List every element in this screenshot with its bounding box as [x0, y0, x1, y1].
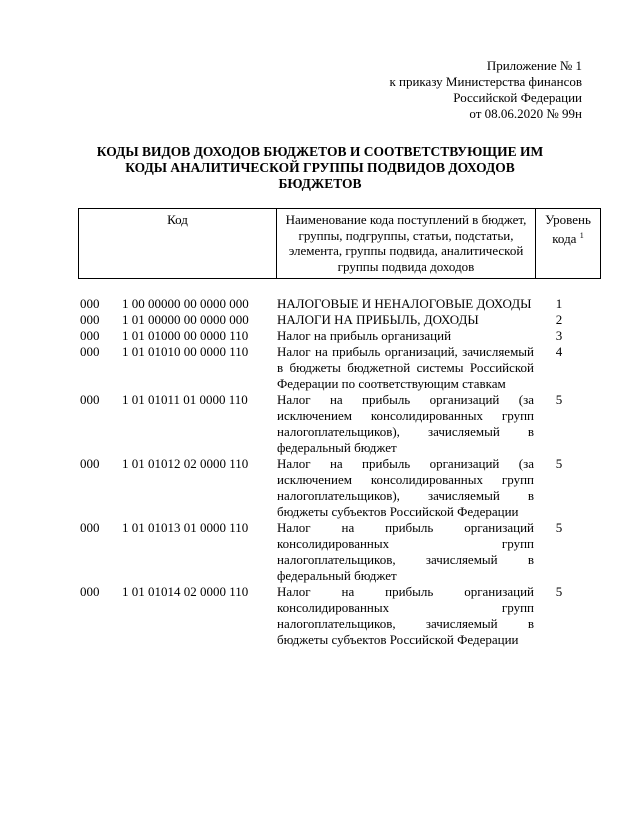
footnote-marker: 1: [579, 230, 584, 240]
row-income-code: 1 01 01010 00 0000 110: [122, 344, 249, 359]
row-income-code: 1 01 01011 01 0000 110: [122, 392, 248, 407]
table-header: [78, 208, 601, 279]
table-row: [80, 296, 585, 312]
row-income-code: 1 01 01013 01 0000 110: [122, 520, 249, 535]
row-admin-code: 000: [80, 584, 100, 599]
header-level-word-2: кода: [552, 230, 577, 246]
row-level: 3: [555, 328, 563, 343]
annex-reference: [282, 58, 582, 122]
annex-order-date: от 08.06.2020 № 99н: [469, 106, 582, 121]
table-row: [80, 456, 585, 520]
row-income-code: 1 01 01000 00 0000 110: [122, 328, 249, 343]
row-level: 2: [555, 312, 563, 327]
row-name: Налог на прибыль организаций (за исключением консолидированных групп налогоплательщиков), зачисляемый в федеральный бюджет: [277, 392, 534, 455]
title-line-3: БЮДЖЕТОВ: [278, 176, 362, 191]
header-level-word: Уровень: [545, 212, 591, 227]
annex-order-ref: к приказу Министерства финансов: [389, 74, 582, 89]
header-name: Наименование кода поступлений в бюджет, группы, подгруппы, статьи, подстатьи, элемента, группы подвида, аналитической группы подвида доходов: [277, 209, 536, 279]
row-level: 5: [555, 456, 563, 471]
row-level: 5: [555, 584, 563, 599]
document-title: [70, 144, 570, 192]
row-admin-code: 000: [80, 520, 100, 535]
table-row: [80, 312, 585, 328]
row-admin-code: 000: [80, 328, 100, 343]
row-admin-code: 000: [80, 344, 100, 359]
header-code: Код: [79, 209, 277, 279]
row-income-code: 1 00 00000 00 0000 000: [122, 296, 249, 311]
row-admin-code: 000: [80, 392, 100, 407]
row-level: 5: [555, 392, 563, 407]
table-row: [80, 392, 585, 456]
row-name: Налог на прибыль организаций: [277, 328, 452, 343]
header-level: [536, 209, 601, 279]
row-name: Налог на прибыль организаций (за исключением консолидированных групп налогоплательщиков), зачисляемый в бюджеты субъектов Российской Федерации: [277, 456, 534, 519]
row-name: НАЛОГИ НА ПРИБЫЛЬ, ДОХОДЫ: [277, 312, 479, 327]
row-admin-code: 000: [80, 456, 100, 471]
row-income-code: 1 01 01014 02 0000 110: [122, 584, 249, 599]
row-admin-code: 000: [80, 312, 100, 327]
title-line-2: КОДЫ АНАЛИТИЧЕСКОЙ ГРУППЫ ПОДВИДОВ ДОХОДОВ: [125, 160, 515, 175]
row-level: 1: [555, 296, 563, 311]
table-row: [80, 344, 585, 392]
table-row: [80, 328, 585, 344]
row-name: НАЛОГОВЫЕ И НЕНАЛОГОВЫЕ ДОХОДЫ: [277, 296, 532, 311]
row-name: Налог на прибыль организаций консолидированных групп налогоплательщиков, зачисляемый в федеральный бюджет: [277, 520, 534, 583]
code-list: [80, 296, 585, 648]
row-name: Налог на прибыль организаций, зачисляемый в бюджеты бюджетной системы Российской Федерации по соответствующим ставкам: [277, 344, 534, 391]
title-line-1: КОДЫ ВИДОВ ДОХОДОВ БЮДЖЕТОВ И СООТВЕТСТВУЮЩИЕ ИМ: [96, 144, 544, 159]
row-admin-code: 000: [80, 296, 100, 311]
table-row: [80, 520, 585, 584]
annex-country: Российской Федерации: [453, 90, 582, 105]
row-name: Налог на прибыль организаций консолидированных групп налогоплательщиков, зачисляемый в бюджеты субъектов Российской Федерации: [277, 584, 534, 647]
row-level: 5: [555, 520, 563, 535]
row-level: 4: [555, 344, 563, 359]
table-row: [80, 584, 585, 648]
row-income-code: 1 01 01012 02 0000 110: [122, 456, 249, 471]
row-income-code: 1 01 00000 00 0000 000: [122, 312, 249, 327]
annex-number: Приложение № 1: [486, 58, 582, 73]
